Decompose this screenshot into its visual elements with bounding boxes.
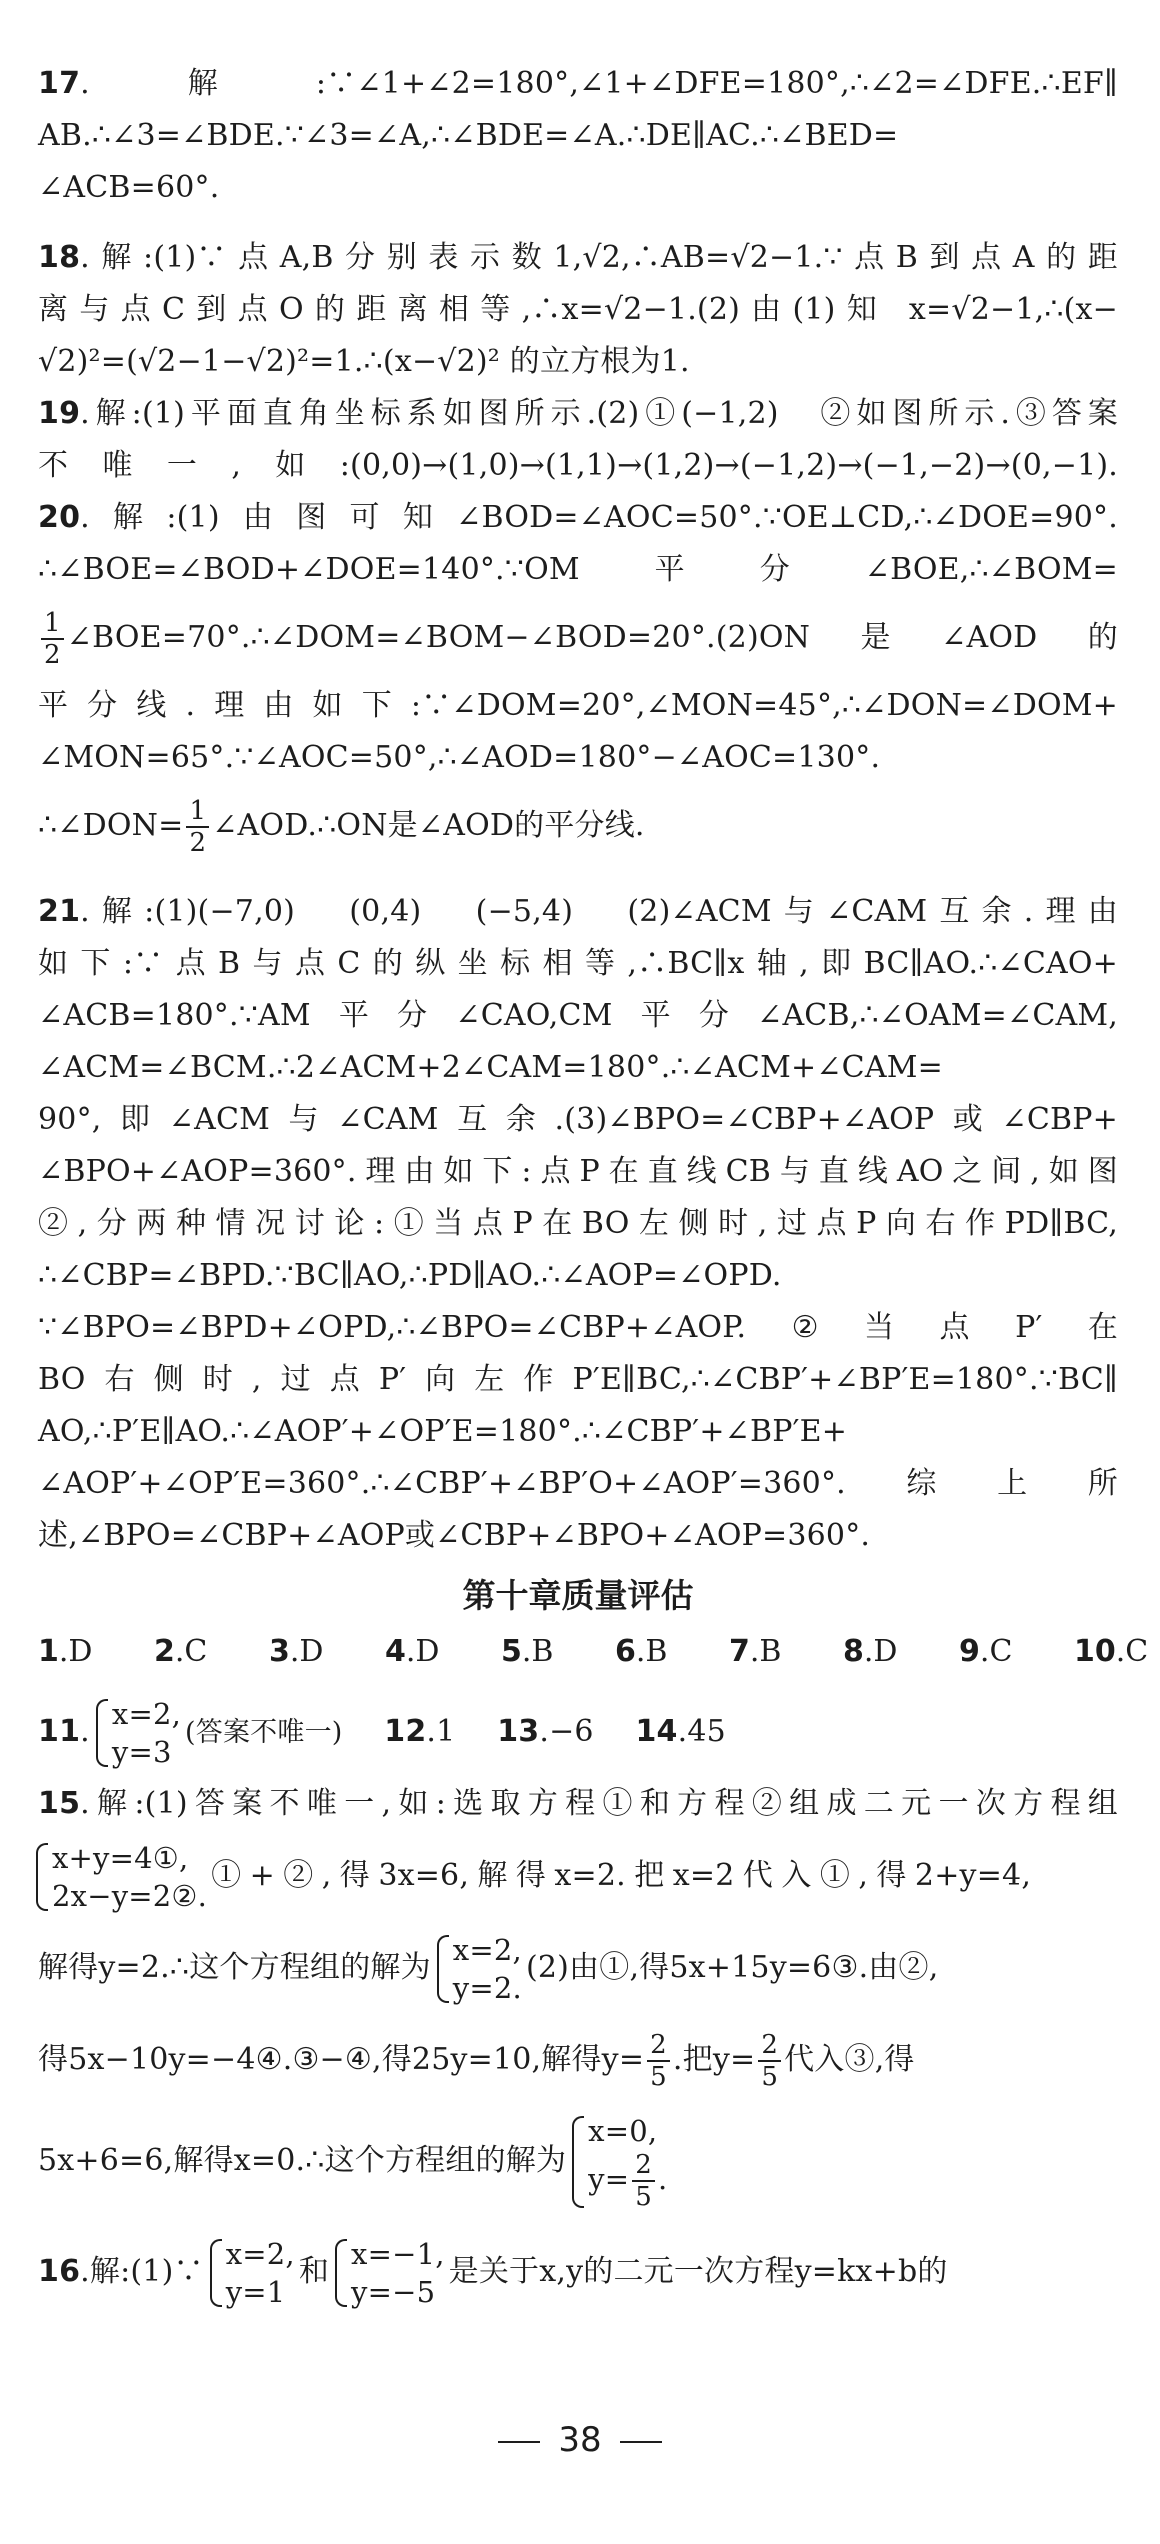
answer-item: 4.D	[384, 1634, 440, 1669]
page-number: 38	[0, 2420, 1160, 2460]
equation-system: x=2, y=3	[94, 1695, 181, 1771]
q20-line-4: 平分线.理由如下:∵∠DOM=20°,∠MON=45°,∴∠DON=∠DOM+	[38, 688, 1118, 723]
q20-line-5: ∠MON=65°.∵∠AOC=50°,∴∠AOD=180°−∠AOC=130°.	[38, 740, 881, 775]
q17-line-1: 17.解:∵∠1+∠2=180°,∠1+∠DFE=180°,∴∠2=∠DFE.∴EF∥	[38, 66, 1118, 101]
q21-line-7: ②,分两种情况讨论:①当点P在BO左侧时,过点P向右作PD∥BC,	[38, 1206, 1118, 1241]
section-title: 第十章质量评估	[462, 1576, 694, 1615]
answer-item: 2.C	[154, 1634, 208, 1669]
fraction-one-half: $\frac{1}{2}$	[41, 608, 64, 670]
answer-item: 8.D	[843, 1634, 898, 1669]
equation-system: x=2, y=1	[208, 2235, 295, 2311]
equation-system: x=2, y=2.	[435, 1931, 522, 2007]
fraction-two-fifths: $\frac{2}{5}$	[647, 2030, 670, 2092]
q20-line-3: $\frac{1}{2}$ ∠BOE=70°.∴∠DOM=∠BOM−∠BOD=20°.(2)ON是∠AOD的	[38, 596, 1118, 680]
q17-number: 17	[38, 66, 81, 101]
q21-line-4: ∠ACM=∠BCM.∴2∠ACM+2∠CAM=180°.∴∠ACM+∠CAM=	[38, 1050, 943, 1085]
q15-line-5: 5x+6=6,解得x=0.∴这个方程组的解为 x=0, y= $\frac{2}{5}$ .	[38, 2114, 668, 2212]
q19-line-1: 19.解:(1)平面直角坐标系如图所示.(2)①(−1,2) ②如图所示.③答案	[38, 396, 1118, 431]
q17-line-3: ∠ACB=60°.	[38, 170, 220, 205]
fraction-two-fifths: $\frac{2}{5}$	[758, 2030, 781, 2092]
fraction-one-half: $\frac{1}{2}$	[186, 796, 209, 858]
answer-item: 3.D	[268, 1634, 324, 1669]
q21-line-5: 90°,即∠ACM与∠CAM互余.(3)∠BPO=∠CBP+∠AOP或∠CBP+	[38, 1102, 1118, 1137]
q21-line-8: ∴∠CBP=∠BPD.∵BC∥AO,∴PD∥AO.∴∠AOP=∠OPD.	[38, 1258, 782, 1293]
fraction-two-fifths: $\frac{2}{5}$	[632, 2150, 655, 2212]
q20-line-2: ∴∠BOE=∠BOD+∠DOE=140°.∵OM平分∠BOE,∴∠BOM=	[38, 552, 1118, 587]
answer-item: 7.B	[729, 1634, 782, 1669]
q18-line-3: √2)²=(√2−1−√2)²=1.∴(x−√2)² 的立方根为1.	[38, 344, 690, 379]
q21-line-11: AO,∴P′E∥AO.∴∠AOP′+∠OP′E=180°.∴∠CBP′+∠BP′E+	[38, 1414, 848, 1449]
q21-line-3: ∠ACB=180°.∵AM平分∠CAO,CM平分∠ACB,∴∠OAM=∠CAM,	[38, 998, 1118, 1033]
q18-line-2: 离与点C到点O的距离相等,∴x=√2−1.(2)由(1)知 x=√2−1,∴(x−	[38, 292, 1118, 327]
equation-system: x=−1, y=−5	[333, 2235, 445, 2311]
q15-number: 15	[38, 1786, 81, 1821]
q19-line-2: 不唯一,如:(0,0)→(1,0)→(1,1)→(1,2)→(−1,2)→(−1,−2)→(0,−1).	[38, 448, 1118, 483]
q21-number: 21	[38, 894, 81, 929]
q19-number: 19	[38, 396, 81, 431]
q17-line-2: AB.∴∠3=∠BDE.∵∠3=∠A,∴∠BDE=∠A.∴DE∥AC.∴∠BED=	[38, 118, 899, 153]
q18-line-1: 18.解:(1)∵点A,B分别表示数1,√2,∴AB=√2−1.∵点B到点A的距	[38, 240, 1118, 275]
answer-item: 9.C	[959, 1634, 1013, 1669]
q16-line-1: 16.解:(1)∵ x=2, y=1 和 x=−1, y=−5 是关于x,y的二元一次方程y=kx+b的	[38, 2237, 948, 2309]
answer-item: 5.B	[500, 1634, 554, 1669]
q21-line-6: ∠BPO+∠AOP=360°.理由如下:点P在直线CB与直线AO之间,如图	[38, 1154, 1118, 1189]
q21-line-9: ∵∠BPO=∠BPD+∠OPD,∴∠BPO=∠CBP+∠AOP.②当点P′在	[38, 1310, 1118, 1345]
q15-line-3: 解得y=2.∴这个方程组的解为 x=2, y=2. (2)由①,得5x+15y=6③.由②,	[38, 1933, 939, 2005]
q21-line-10: BO右侧时,过点P′向左作P′E∥BC,∴∠CBP′+∠BP′E=180°.∵BC∥	[38, 1362, 1118, 1397]
q18-number: 18	[38, 240, 81, 275]
q13-number: 13	[497, 1714, 540, 1749]
q20-line-6: ∴∠DON= $\frac{1}{2}$ ∠AOD.∴ON是∠AOD的平分线.	[38, 796, 645, 858]
mc-answers	[38, 1624, 1149, 1680]
answer-item: 1.D	[38, 1634, 93, 1669]
q21-line-12: ∠AOP′+∠OP′E=360°.∴∠CBP′+∠BP′O+∠AOP′=360°.综上所	[38, 1466, 1118, 1501]
q20-number: 20	[38, 500, 81, 535]
q14-number: 14	[635, 1714, 678, 1749]
q16-number: 16	[38, 2254, 81, 2289]
answer-page	[38, 58, 1149, 2320]
answer-item: 10.C	[1073, 1634, 1149, 1669]
q21-line-1: 21.解:(1)(−7,0) (0,4) (−5,4) (2)∠ACM与∠CAM互余.理由	[38, 894, 1118, 929]
answer-item: 6.B	[614, 1634, 668, 1669]
q21-line-2: 如下:∵点B与点C的纵坐标相等,∴BC∥x轴,即BC∥AO.∴∠CAO+	[38, 946, 1118, 981]
q15-line-4: 得5x−10y=−4④.③−④,得25y=10,解得y= $\frac{2}{5}$ .把y= $\frac{2}{5}$ 代入③,得	[38, 2030, 915, 2092]
equation-system: x+y=4①, 2x−y=2②.	[34, 1839, 207, 1915]
q11-q14-line: 11. x=2, y=3 (答案不唯一) 12.1 13.−6 14.45	[38, 1697, 726, 1769]
q15-line-1: 15.解:(1)答案不唯一,如:选取方程①和方程②组成二元一次方程组	[38, 1786, 1118, 1821]
q21-block	[38, 886, 1118, 1562]
equation-system: x=0, y= $\frac{2}{5}$ .	[570, 2112, 667, 2212]
q11-number: 11	[38, 1714, 81, 1749]
q15-line-2: x+y=4①, 2x−y=2②. ①+②,得3x=6,解得x=2.把x=2代入①,得2+y=4,	[38, 1830, 1118, 1922]
q20-line-1: 20.解:(1)由图可知∠BOD=∠AOC=50°.∵OE⊥CD,∴∠DOE=90°.	[38, 500, 1118, 535]
q12-number: 12	[384, 1714, 427, 1749]
q21-line-13: 述,∠BPO=∠CBP+∠AOP或∠CBP+∠BPO+∠AOP=360°.	[38, 1518, 871, 1553]
